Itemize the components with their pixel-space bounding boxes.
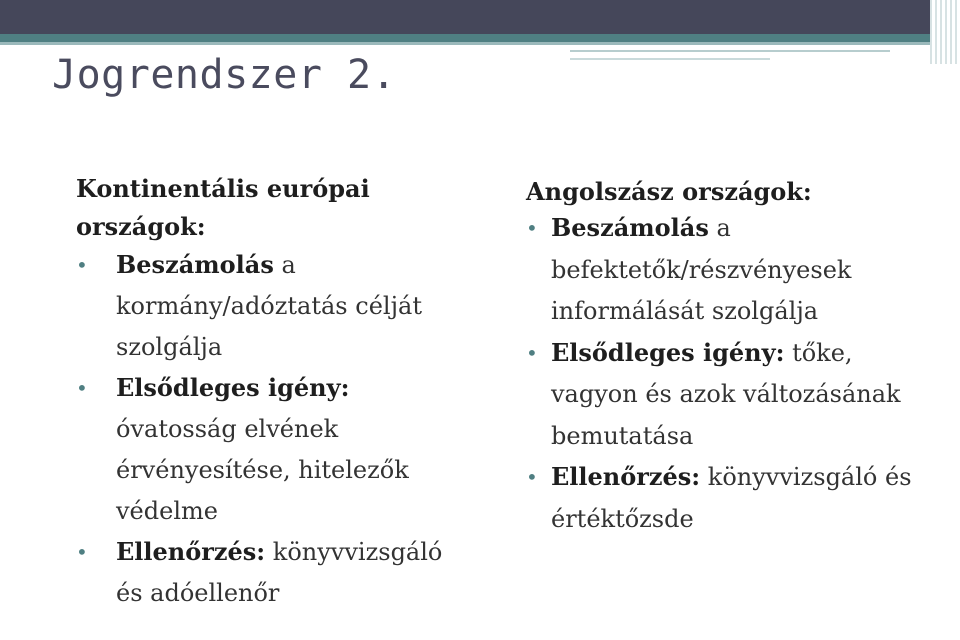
list-item [526,209,946,334]
item-label: Elsődleges igény: [116,373,350,402]
list-item [76,369,456,533]
right-heading: Angolszász országok: [526,177,812,206]
list-item [76,246,456,369]
item-text: a kormány/adóztatás célját szolgálja [116,251,422,361]
item-label: Beszámolás [116,250,274,279]
list-item [526,334,946,459]
left-bullet-list [76,246,456,615]
left-column [76,170,456,615]
item-label: Elsődleges igény: [551,337,785,367]
header-band-teal [0,34,960,42]
left-heading: Kontinentális európai országok: [76,174,370,241]
item-text: óvatosság elvének érvényesítése, hitelezők védelme [116,415,409,525]
item-label: Ellenőrzés: [116,537,266,566]
header-line [0,42,960,45]
header-line [570,50,890,52]
item-text: könyvvizsgáló és értéktőzsde [551,463,912,533]
header-line [570,58,770,60]
item-text: a befektetők/részvényesek informálását szolgálja [551,214,852,325]
list-item [526,458,946,541]
header-edge-stripes [930,0,960,64]
item-text: tőke, vagyon és azok változásának bemutatása [551,338,901,450]
header-band-dark [0,0,960,34]
right-bullet-list [526,209,946,541]
item-label: Beszámolás [551,213,709,242]
item-label: Ellenőrzés: [551,462,701,491]
slide-title: Jogrendszer 2. [52,52,397,98]
list-item [76,533,456,615]
right-column [526,175,946,541]
item-text: könyvvizsgáló és adóellenőr [116,538,443,607]
